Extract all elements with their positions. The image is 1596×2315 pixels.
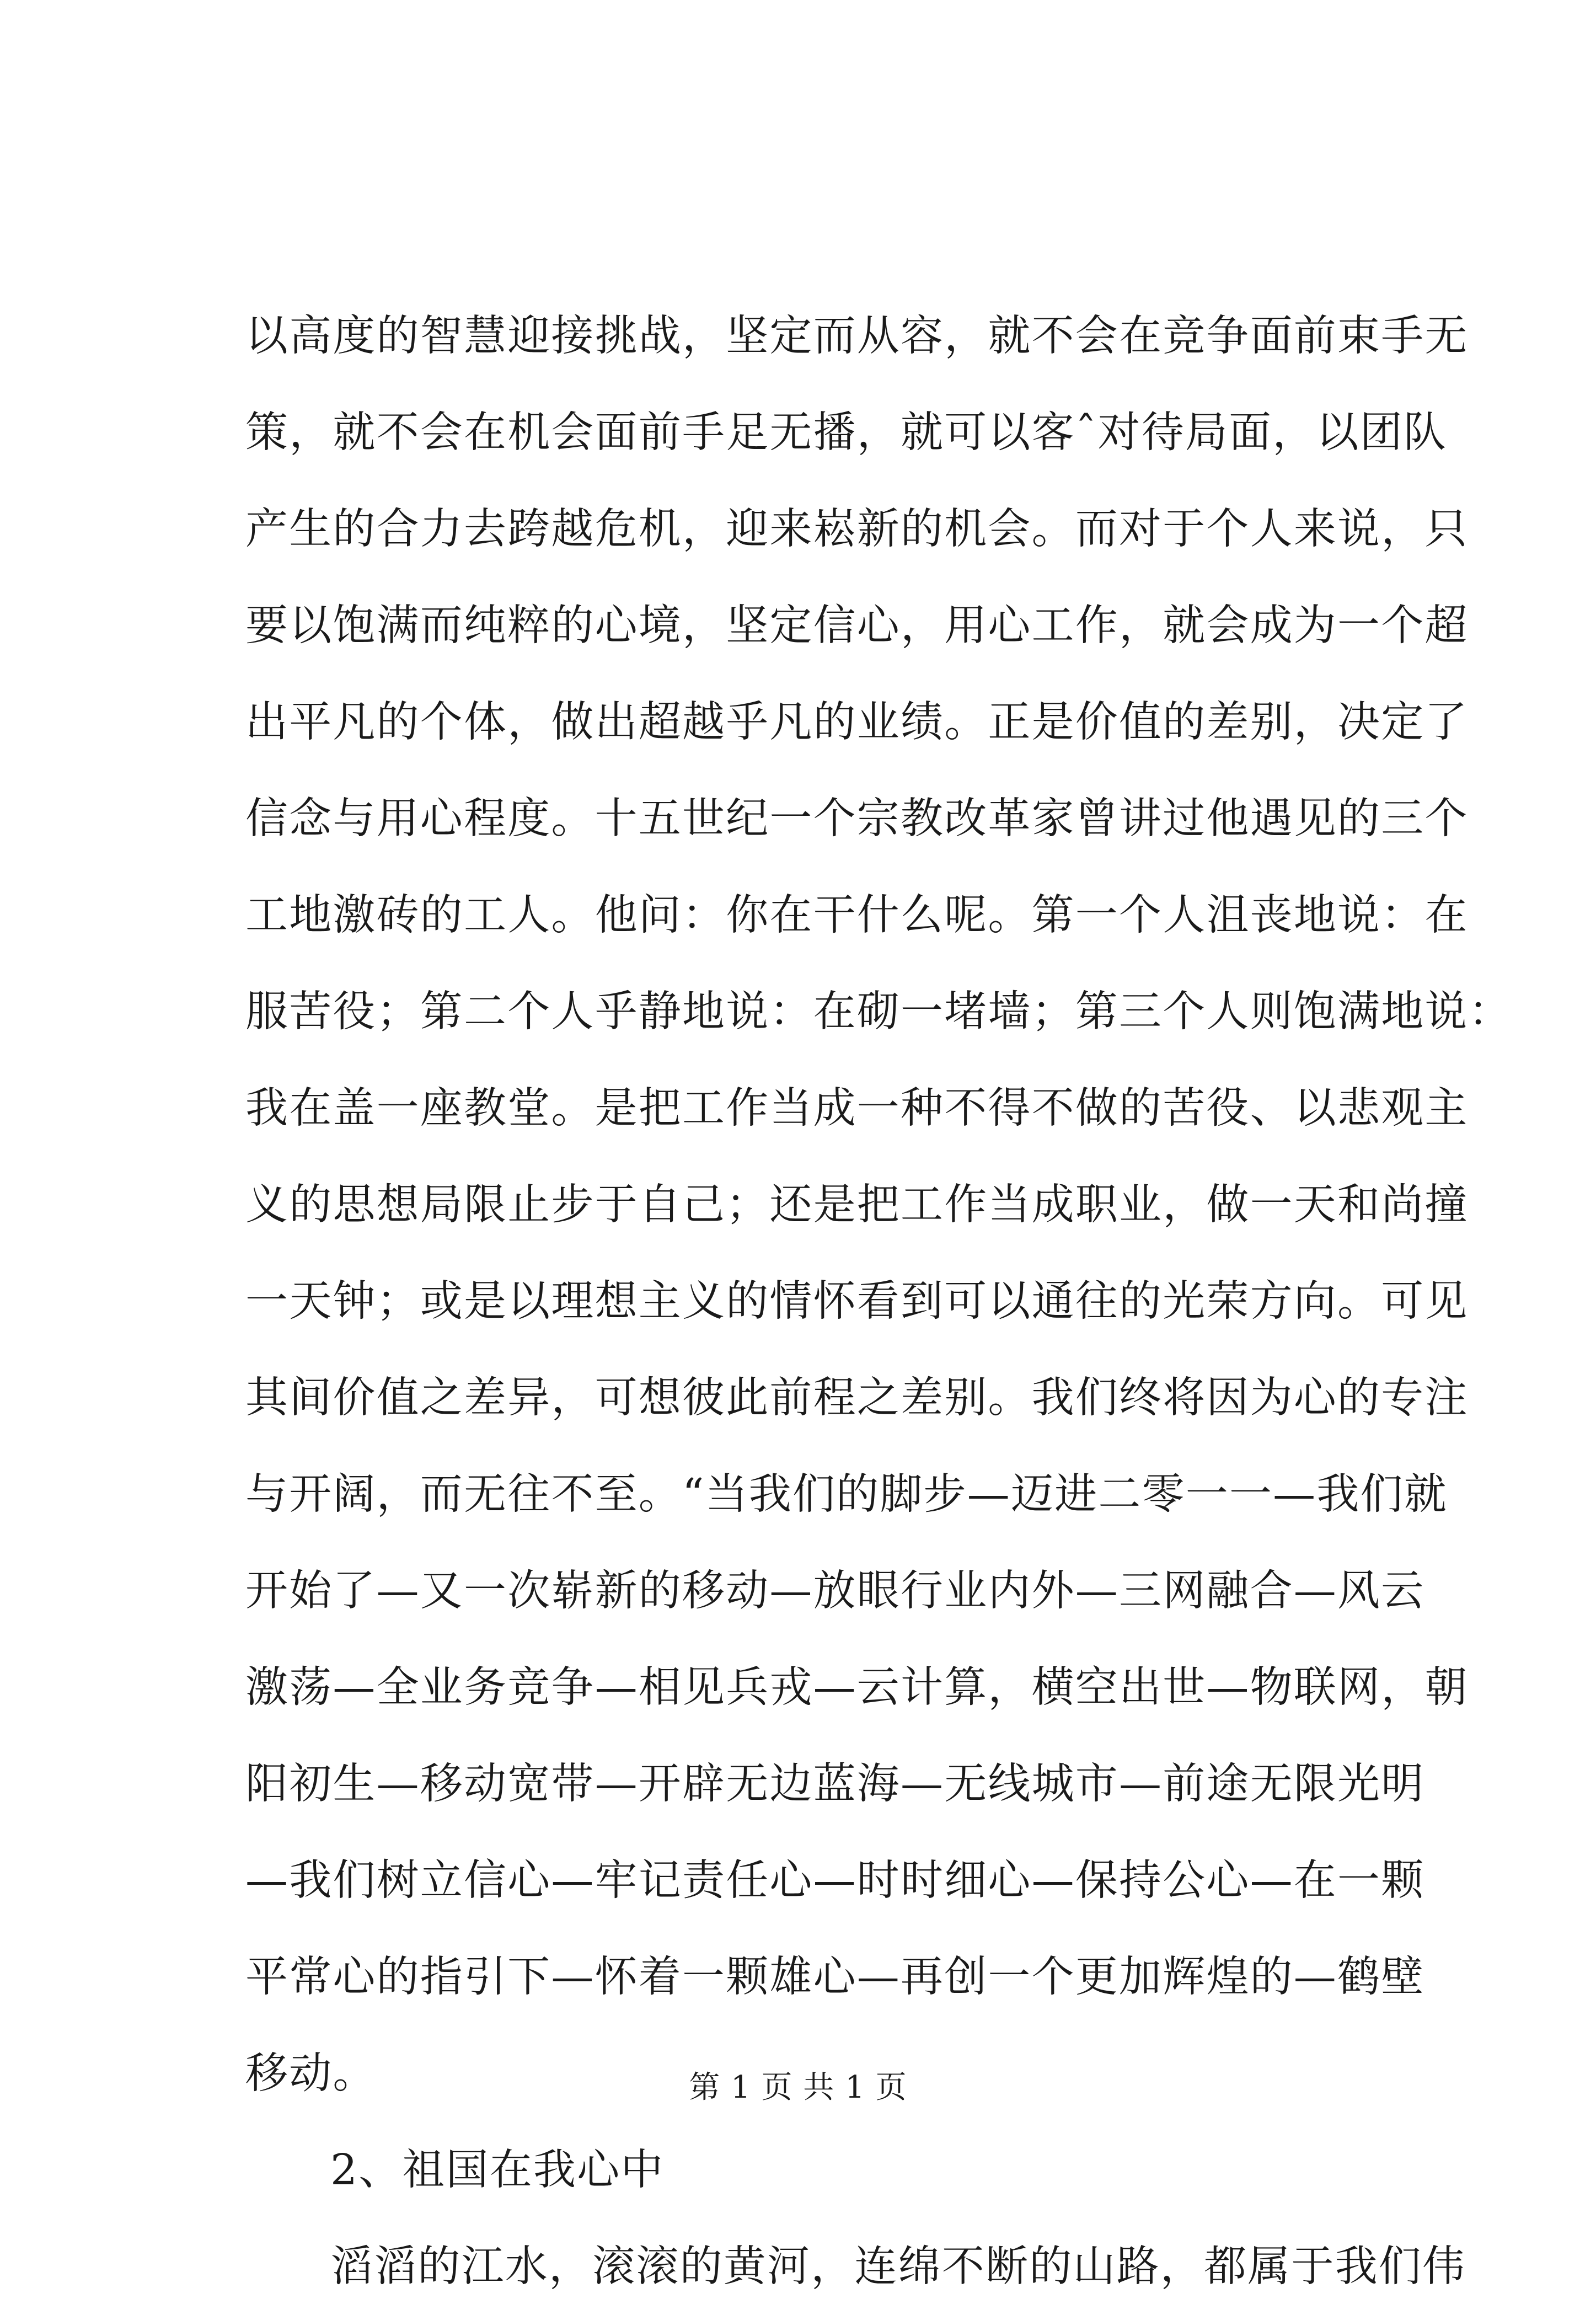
paragraph-line: 滔滔的江水，滚滚的黄河，连绵不断的山路，都属于我们伟 <box>330 2242 1466 2291</box>
paragraph-line: 其间价值之差异，可想彼此前程之差别。我们终将因为心的专注 <box>245 1373 1469 1423</box>
paragraph-line: 要以饱满而纯粹的心境，坚定信心，用心工作，就会成为一个超 <box>245 601 1469 650</box>
paragraph-line: 义的思想局限止步于自己；还是把工作当成职业，做一天和尚撞 <box>245 1180 1469 1229</box>
paragraph-line: 以高度的智慧迎接挑战，坚定而从容，就不会在竞争面前束手无 <box>245 312 1469 361</box>
paragraph-line: 开始了—又一次崭新的移动—放眼行业内外—三网融合—风云 <box>245 1566 1425 1616</box>
paragraph-line: 工地激砖的工人。他问：你在干什么呢。第一个人沮丧地说：在 <box>245 891 1469 940</box>
paragraph-line: 平常心的指引下—怀着一颗雄心—再创一个更加辉煌的—鹤壁 <box>245 1953 1425 2002</box>
paragraph-line: 我在盖一座教堂。是把工作当成一种不得不做的苦役、以悲观主 <box>245 1084 1469 1133</box>
paragraph-line: —我们树立信心—牢记责任心—时时细心—保持公心—在一颗 <box>245 1856 1425 1905</box>
paragraph-line: 阳初生—移动宽带—开辟无边蓝海—无线城市—前途无限光明 <box>245 1760 1425 1809</box>
paragraph-line: 出平凡的个体，做出超越乎凡的业绩。正是价值的差别，决定了 <box>245 698 1469 747</box>
paragraph-line: 产生的合力去跨越危机，迎来崧新的机会。而对于个人来说，只 <box>245 505 1469 554</box>
paragraph-line: 一天钟；或是以理想主义的情怀看到可以通往的光荣方向。可见 <box>245 1277 1469 1326</box>
paragraph-line: 与开阔，而无往不至。“当我们的脚步—迈进二零一一—我们就 <box>245 1470 1448 1519</box>
section-heading: 2、祖国在我心中 <box>330 2146 665 2195</box>
document-body <box>245 288 1512 2315</box>
paragraph-line: 移动。 <box>245 2049 377 2098</box>
page-footer: 第 1 页 共 1 页 <box>689 2070 907 2105</box>
paragraph-line: 策，就不会在机会面前手足无播，就可以客ˆ对待局面，以团队 <box>245 408 1448 457</box>
paragraph-line: 信念与用心程度。十五世纪一个宗教改革家曾讲过他遇见的三个 <box>245 794 1469 843</box>
paragraph-line: 服苦役；第二个人乎静地说：在砌一堵墙；第三个人则饱满地说： <box>245 987 1512 1036</box>
paragraph-line: 激荡—全业务竞争—相见兵戎—云计算，横空出世—物联网，朝 <box>245 1663 1469 1712</box>
